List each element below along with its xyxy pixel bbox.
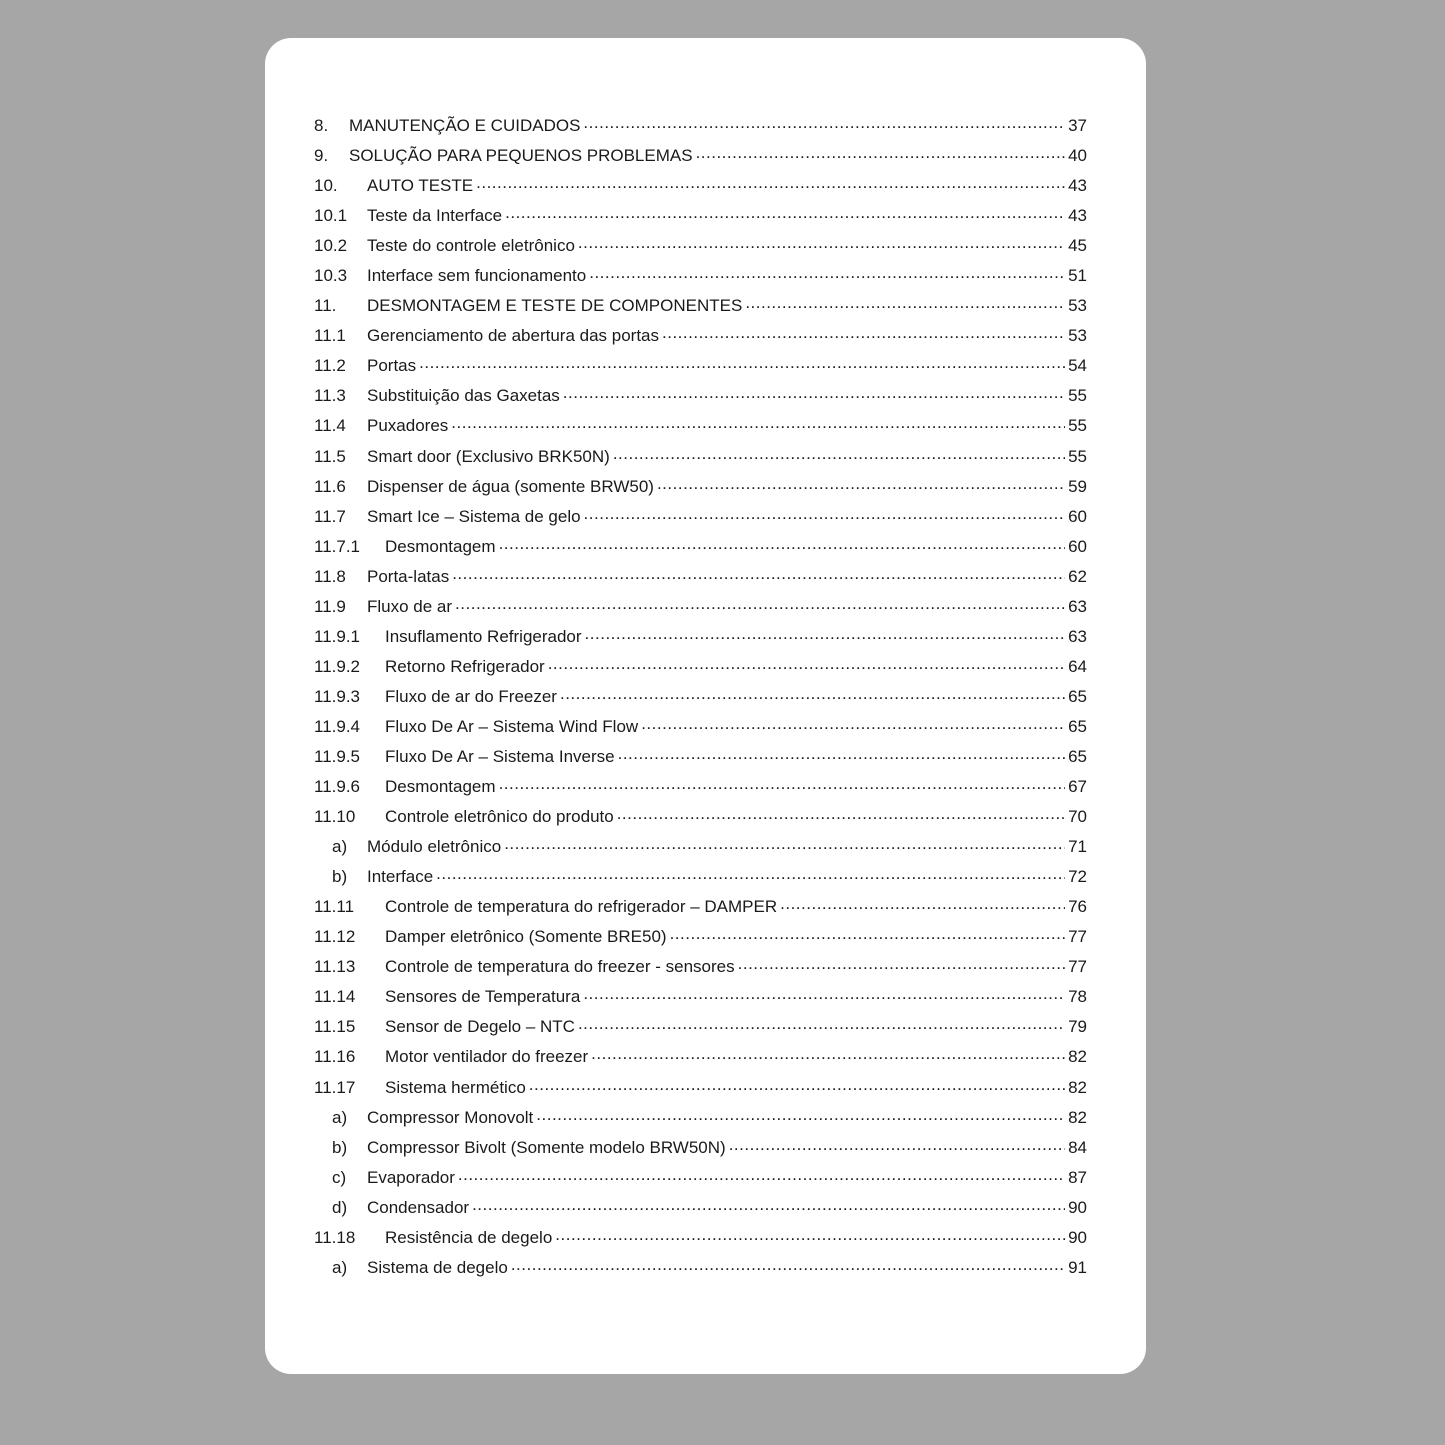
toc-entry[interactable]: [314, 595, 1087, 625]
toc-entry-title: Sensor de Degelo – NTC: [385, 1017, 575, 1037]
toc-entry-number: 11.6: [314, 476, 346, 496]
toc-entry-number: a): [332, 1107, 348, 1127]
dot-leader: [419, 354, 1065, 371]
toc-entry-number: 11.3: [314, 386, 346, 406]
toc-entry[interactable]: [314, 835, 1087, 865]
toc-entry-title: Desmontagem: [385, 536, 496, 556]
toc-entry[interactable]: [314, 234, 1087, 264]
toc-entry-title: Controle de temperatura do refrigerador – DAMPER: [385, 897, 778, 917]
toc-entry[interactable]: [314, 1226, 1087, 1256]
toc-entry-title: Teste do controle eletrônico: [367, 236, 575, 256]
toc-entry[interactable]: [314, 1106, 1087, 1136]
toc-entry-page-number: 37: [1068, 116, 1087, 135]
toc-entry-title: SOLUÇÃO PARA PEQUENOS PROBLEMAS: [349, 146, 693, 166]
dot-leader: [536, 1106, 1065, 1123]
toc-entry-page-number: 82: [1068, 1107, 1087, 1127]
toc-entry-title: MANUTENÇÃO E CUIDADOS: [349, 116, 581, 135]
toc-entry-number: 11.9.5: [314, 746, 361, 766]
toc-entry-page-number: 53: [1068, 326, 1087, 346]
toc-entry-page-number: 82: [1068, 1077, 1087, 1097]
toc-entry-title: Resistência de degelo: [385, 1227, 553, 1247]
dot-leader: [657, 475, 1065, 492]
toc-entry-number: 11.2: [314, 356, 346, 376]
toc-entry-number: 11.7.1: [314, 536, 361, 556]
toc-entry-number: 11.14: [314, 987, 356, 1007]
toc-entry-page-number: 71: [1068, 837, 1087, 857]
toc-entry-title: Compressor Bivolt (Somente modelo BRW50N): [367, 1137, 726, 1157]
toc-entry-title: Retorno Refrigerador: [385, 656, 545, 676]
toc-entry[interactable]: [314, 144, 1087, 174]
toc-entry-page-number: 63: [1068, 596, 1087, 616]
toc-entry-number: 11.13: [314, 957, 356, 977]
toc-entry-title: Motor ventilador do freezer: [385, 1047, 589, 1067]
toc-entry-number: 11.18: [314, 1227, 356, 1247]
toc-entry-number: 11.17: [314, 1077, 356, 1097]
dot-leader: [504, 835, 1065, 852]
toc-entry[interactable]: [314, 625, 1087, 655]
dot-leader: [578, 234, 1065, 251]
toc-entry-page-number: 90: [1068, 1197, 1087, 1217]
dot-leader: [745, 294, 1065, 311]
toc-entry-title: Smart door (Exclusivo BRK50N): [367, 446, 610, 466]
toc-entry-number: 11.1: [314, 326, 346, 346]
toc-entry-number: a): [332, 837, 348, 857]
toc-entry-number: 11.7: [314, 506, 346, 526]
toc-entry-number: 9.: [314, 146, 329, 166]
toc-entry-number: b): [332, 1137, 348, 1157]
toc-entry[interactable]: [314, 414, 1087, 444]
toc-entry-number: 11.11: [314, 897, 355, 917]
toc-entry-page-number: 62: [1068, 566, 1087, 586]
dot-leader: [476, 174, 1065, 191]
toc-entry-title: Módulo eletrônico: [367, 837, 502, 857]
dot-leader: [555, 1226, 1065, 1243]
toc-entry-title: Insuflamento Refrigerador: [385, 626, 582, 646]
toc-entry-page-number: 84: [1068, 1137, 1087, 1157]
toc-entry-title: DESMONTAGEM E TESTE DE COMPONENTES: [367, 296, 743, 316]
toc-entry-title: Porta-latas: [367, 566, 450, 586]
toc-entry[interactable]: [314, 505, 1087, 535]
toc-entry[interactable]: [314, 114, 1087, 144]
dot-leader: [455, 595, 1065, 612]
toc-entry[interactable]: [314, 294, 1087, 324]
toc-entry-title: Fluxo De Ar – Sistema Inverse: [385, 746, 615, 766]
toc-entry-title: Dispenser de água (somente BRW50): [367, 476, 654, 496]
dot-leader: [591, 1045, 1065, 1062]
toc-entry[interactable]: [314, 204, 1087, 234]
toc-entry-page-number: 72: [1068, 867, 1087, 887]
toc-entry[interactable]: [314, 1136, 1087, 1166]
toc-entry-title: Fluxo de ar: [367, 596, 453, 616]
toc-entry-number: 11.9.6: [314, 777, 361, 797]
toc-entry-title: Condensador: [367, 1197, 470, 1217]
toc-entry-title: Teste da Interface: [367, 206, 503, 226]
toc-entry-number: c): [332, 1167, 347, 1187]
toc-entry[interactable]: [314, 1076, 1087, 1106]
dot-leader: [696, 144, 1065, 161]
toc-entry-page-number: 55: [1068, 386, 1087, 406]
toc-entry-title: Sistema de degelo: [367, 1257, 508, 1277]
toc-entry-title: Smart Ice – Sistema de gelo: [367, 506, 581, 526]
toc-entry-page-number: 65: [1068, 716, 1087, 736]
toc-entry-page-number: 63: [1068, 626, 1087, 646]
toc-entry[interactable]: [314, 775, 1087, 805]
toc-entry-number: 8.: [314, 116, 329, 135]
toc-entry-number: 11.5: [314, 446, 346, 466]
toc-entry[interactable]: [314, 475, 1087, 505]
dot-leader: [585, 625, 1065, 642]
toc-entry-page-number: 77: [1068, 957, 1087, 977]
toc-entry[interactable]: [314, 745, 1087, 775]
toc-entry[interactable]: [314, 174, 1087, 204]
toc-entry-number: 11.12: [314, 927, 356, 947]
toc-entry-number: a): [332, 1257, 348, 1277]
table-of-contents: [314, 114, 1087, 1286]
toc-entry[interactable]: [314, 324, 1087, 354]
toc-entry-title: AUTO TESTE: [367, 176, 474, 196]
toc-entry-title: Fluxo de ar do Freezer: [385, 686, 557, 706]
toc-entry-number: 10.3: [314, 266, 348, 286]
toc-entry-number: 11.9.4: [314, 716, 361, 736]
toc-entry[interactable]: [314, 1015, 1087, 1045]
dot-leader: [563, 384, 1065, 401]
dot-leader: [505, 204, 1065, 221]
toc-entry-number: 11.8: [314, 566, 346, 586]
toc-entry[interactable]: [314, 1045, 1087, 1075]
dot-leader: [584, 505, 1065, 522]
toc-entry-page-number: 65: [1068, 746, 1087, 766]
toc-entry-number: 11.9.3: [314, 686, 361, 706]
toc-entry-number: 11.: [314, 296, 337, 316]
dot-leader: [499, 535, 1065, 552]
toc-entry-page-number: 53: [1068, 296, 1087, 316]
dot-leader: [780, 895, 1065, 912]
toc-entry[interactable]: [314, 1256, 1087, 1286]
dot-leader: [436, 865, 1065, 882]
toc-entry[interactable]: [314, 445, 1087, 475]
toc-entry-page-number: 43: [1068, 176, 1087, 196]
toc-entry-page-number: 40: [1068, 146, 1087, 166]
toc-entry[interactable]: [314, 384, 1087, 414]
toc-entry-page-number: 70: [1068, 807, 1087, 827]
dot-leader: [641, 715, 1065, 732]
toc-entry-title: Compressor Monovolt: [367, 1107, 534, 1127]
toc-entry-title: Sensores de Temperatura: [385, 987, 581, 1007]
dot-leader: [617, 805, 1065, 822]
toc-entry-number: 11.15: [314, 1017, 356, 1037]
toc-entry-page-number: 90: [1068, 1227, 1087, 1247]
toc-entry-title: Controle eletrônico do produto: [385, 807, 614, 827]
toc-entry-page-number: 60: [1068, 506, 1087, 526]
toc-entry-number: 11.9.2: [314, 656, 361, 676]
dot-leader: [729, 1136, 1065, 1153]
toc-entry[interactable]: [314, 655, 1087, 685]
toc-entry-page-number: 91: [1068, 1257, 1087, 1277]
toc-entry-number: b): [332, 867, 348, 887]
toc-entry-number: 10.2: [314, 236, 348, 256]
toc-entry[interactable]: [314, 535, 1087, 565]
dot-leader: [618, 745, 1065, 762]
dot-leader: [499, 775, 1065, 792]
toc-entry[interactable]: [314, 264, 1087, 294]
toc-entry-page-number: 60: [1068, 536, 1087, 556]
toc-entry-page-number: 55: [1068, 446, 1087, 466]
toc-entry-page-number: 59: [1068, 476, 1087, 496]
toc-entry-number: 11.9.1: [314, 626, 361, 646]
toc-entry[interactable]: [314, 985, 1087, 1015]
toc-entry-page-number: 79: [1068, 1017, 1087, 1037]
toc-entry-title: Substituição das Gaxetas: [367, 386, 560, 406]
dot-leader: [583, 114, 1065, 131]
dot-leader: [452, 565, 1065, 582]
toc-entry[interactable]: [314, 895, 1087, 925]
toc-entry-title: Interface: [367, 867, 434, 887]
dot-leader: [670, 925, 1065, 942]
toc-entry-title: Fluxo De Ar – Sistema Wind Flow: [385, 716, 639, 736]
dot-leader: [589, 264, 1065, 281]
toc-entry-title: Evaporador: [367, 1167, 455, 1187]
toc-entry-page-number: 76: [1068, 897, 1087, 917]
dot-leader: [560, 685, 1065, 702]
toc-entry[interactable]: [314, 685, 1087, 715]
dot-leader: [548, 655, 1065, 672]
toc-entry-number: 10.: [314, 176, 338, 196]
toc-entry-title: Puxadores: [367, 416, 449, 436]
dot-leader: [613, 445, 1065, 462]
toc-entry[interactable]: [314, 925, 1087, 955]
dot-leader: [451, 414, 1065, 431]
toc-entry-page-number: 78: [1068, 987, 1087, 1007]
dot-leader: [738, 955, 1065, 972]
toc-entry-number: 11.9: [314, 596, 346, 616]
toc-entry-page-number: 51: [1068, 266, 1087, 286]
toc-entry-page-number: 54: [1068, 356, 1087, 376]
dot-leader: [662, 324, 1065, 341]
toc-entry-page-number: 67: [1068, 777, 1087, 797]
toc-entry-title: Controle de temperatura do freezer - sensores: [385, 957, 735, 977]
dot-leader: [578, 1015, 1065, 1032]
dot-leader: [472, 1196, 1065, 1213]
toc-entry[interactable]: [314, 565, 1087, 595]
toc-entry-page-number: 77: [1068, 927, 1087, 947]
toc-entry-page-number: 45: [1068, 236, 1087, 256]
toc-entry-page-number: 65: [1068, 686, 1087, 706]
toc-entry-page-number: 64: [1068, 656, 1087, 676]
toc-entry[interactable]: [314, 955, 1087, 985]
toc-entry[interactable]: [314, 805, 1087, 835]
toc-entry[interactable]: [314, 1166, 1087, 1196]
dot-leader: [583, 985, 1065, 1002]
toc-entry-number: 11.4: [314, 416, 346, 436]
toc-entry-page-number: 87: [1068, 1167, 1087, 1187]
toc-entry-title: Damper eletrônico (Somente BRE50): [385, 927, 667, 947]
toc-entry[interactable]: [314, 865, 1087, 895]
dot-leader: [511, 1256, 1065, 1273]
dot-leader: [458, 1166, 1065, 1183]
toc-entry-page-number: 82: [1068, 1047, 1087, 1067]
toc-entry-number: 11.16: [314, 1047, 356, 1067]
dot-leader: [529, 1076, 1065, 1093]
toc-entry-title: Sistema hermético: [385, 1077, 526, 1097]
toc-entry[interactable]: [314, 1196, 1087, 1226]
toc-entry-title: Portas: [367, 356, 417, 376]
toc-entry-page-number: 55: [1068, 416, 1087, 436]
document-page: [265, 38, 1146, 1374]
toc-entry-number: 10.1: [314, 206, 348, 226]
toc-entry[interactable]: [314, 715, 1087, 745]
toc-entry-number: d): [332, 1197, 348, 1217]
toc-entry-number: 11.10: [314, 807, 356, 827]
toc-entry-title: Gerenciamento de abertura das portas: [367, 326, 660, 346]
toc-entry-title: Interface sem funcionamento: [367, 266, 587, 286]
toc-entry-page-number: 43: [1068, 206, 1087, 226]
toc-entry-title: Desmontagem: [385, 777, 496, 797]
toc-entry[interactable]: [314, 354, 1087, 384]
